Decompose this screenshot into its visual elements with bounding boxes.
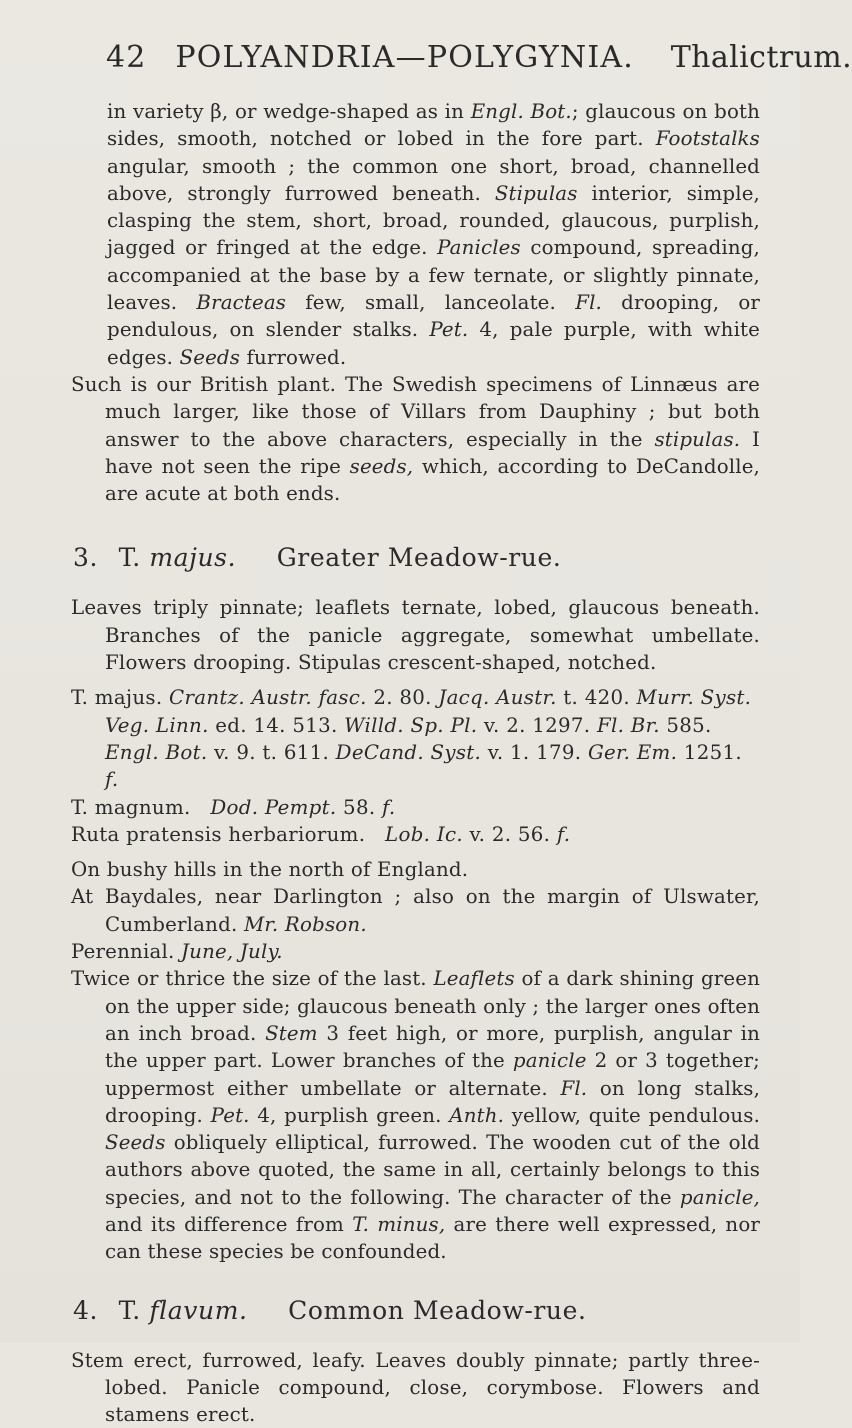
species-description xyxy=(71,965,760,1265)
species-heading-flavum xyxy=(73,1296,760,1325)
remark-paragraph xyxy=(71,371,760,507)
term-fl: Fl. xyxy=(560,1076,588,1100)
text-run: At Baydales, near Darlington ; also on the margin of Ulswater, Cumberland. xyxy=(71,885,760,936)
text-run: I have not seen the ripe xyxy=(105,427,760,478)
text-run: ; glaucous on both sides, smooth, notched or lobed in the fore part. xyxy=(107,100,760,151)
term-panicles: Panicles xyxy=(437,236,521,260)
term-seeds: Seeds xyxy=(105,1131,166,1155)
text-run: ed. 14. 513. xyxy=(208,713,345,737)
species-epithet: majus. xyxy=(149,543,237,573)
term-panicle: panicle, xyxy=(679,1185,760,1209)
citation: Fl. Br. xyxy=(596,713,660,737)
citation: Jacq. Austr. xyxy=(438,686,557,710)
synonymy-2 xyxy=(71,794,760,821)
text-run: v. 1. 179. xyxy=(481,740,588,764)
citation: Dod. Pempt. xyxy=(210,795,337,819)
header-title: POLYANDRIA—POLYGYNIA. xyxy=(175,40,634,75)
citation: f. xyxy=(105,768,119,792)
term-stem: Stem xyxy=(265,1021,318,1045)
species-diagnosis: Leaves triply pinnate; leaflets ternate, lobed, glaucous beneath. Branches of the panicle aggregate, somewhat umbellate. Flowers drooping. Stipulas crescent-shaped, notched. xyxy=(71,596,760,675)
text-run: v. 2. 1297. xyxy=(477,713,597,737)
text-run: 2 or 3 together; uppermost either umbellate or alternate. xyxy=(105,1049,760,1100)
term-pet: Pet. xyxy=(429,318,469,342)
continued-description xyxy=(71,98,760,371)
citation: Lob. Ic. xyxy=(385,822,463,846)
term-seeds: seeds, xyxy=(349,454,414,478)
term-fl: Fl. xyxy=(575,291,602,315)
text-run: 2. 80. xyxy=(366,686,439,710)
text-run: are there well expressed, nor can these species be confounded. xyxy=(105,1212,760,1264)
text-run xyxy=(149,714,156,737)
text-run: which, according to DeCandolle, are acute at both ends. xyxy=(105,454,760,506)
text-run: v. 9. t. 611. xyxy=(207,740,336,764)
species-epithet: flavum. xyxy=(149,1295,248,1325)
text-run: few, small, lanceolate. xyxy=(286,291,576,315)
term-seeds: Seeds xyxy=(179,345,241,369)
text-run: obliquely elliptical, furrowed. The wooden cut of the old authors above quoted, the same in all, certainly belongs to this species, and not to the following. The character of the xyxy=(105,1131,760,1209)
species-reference: T. minus, xyxy=(352,1212,446,1236)
synonymy-1 xyxy=(71,684,760,793)
page-number: 42 xyxy=(106,40,147,75)
text-run: 1251. xyxy=(677,740,742,764)
synonym-name: Ruta pratensis herbariorum. xyxy=(71,822,366,846)
species-scientific-name xyxy=(119,543,237,572)
species-common-name: Greater Meadow-rue. xyxy=(276,543,562,573)
species-heading-majus xyxy=(73,543,760,572)
flowering-time: June, July. xyxy=(181,940,283,964)
citation: DeCand. Syst. xyxy=(335,740,482,764)
duration xyxy=(71,938,760,965)
term-anth: Anth. xyxy=(449,1103,505,1127)
text-run: 585. xyxy=(659,713,712,737)
term-panicle: panicle xyxy=(512,1049,587,1073)
synonym-name: T. majus. xyxy=(71,686,163,710)
genus-initial: T. xyxy=(118,543,141,573)
text-run: Twice or thrice the size of the last. xyxy=(71,967,434,991)
text-run: drooping, or pendulous, on slender stalks. xyxy=(107,291,761,342)
citation: f. xyxy=(382,795,396,819)
text-run: 4, pale purple, with white edges. xyxy=(107,318,761,369)
text-run: 4, purplish green. xyxy=(249,1103,450,1127)
synonymy-3 xyxy=(71,821,760,848)
text-run: of a dark shining green on the upper side; glaucous beneath only ; the larger ones often an inch broad. xyxy=(105,967,761,1045)
term-footstalks: Footstalks xyxy=(655,127,760,151)
text-run: 3 feet high, or more, purplish, angular in the upper part. Lower branches of the xyxy=(105,1021,760,1073)
text-run: t. 420. xyxy=(556,686,637,710)
citation: Crantz. Austr. fasc. xyxy=(169,686,367,710)
reference-engl-bot: Engl. Bot. xyxy=(470,100,572,123)
text-run: Perennial. xyxy=(71,940,181,964)
collector-name: Mr. Robson. xyxy=(243,912,367,936)
citation: Engl. Bot. xyxy=(105,740,208,764)
citation: Linn. xyxy=(155,713,209,737)
text-run: interior, simple, clasping the stem, short, broad, rounded, glaucous, purplish, jagged or fringed at the edge. xyxy=(107,181,760,260)
species-diagnosis: Stem erect, furrowed, leafy. Leaves doubly pinnate; partly three-lobed. Panicle compound, close, corymbose. Flowers and stamens erect. xyxy=(71,1348,760,1427)
text-run: on long stalks, drooping. xyxy=(105,1076,761,1127)
citation: Willd. Sp. Pl. xyxy=(344,713,478,737)
text-run: v. 2. 56. xyxy=(462,822,557,846)
species-number: 4. xyxy=(73,1295,99,1325)
species-common-name: Common Meadow-rue. xyxy=(288,1295,587,1325)
term-bracteas: Bracteas xyxy=(196,291,287,315)
citation: Murr. Syst. Veg. xyxy=(105,686,752,737)
text-run: in variety β, or wedge-shaped as in xyxy=(107,100,471,123)
header-genus: Thalictrum. xyxy=(670,40,852,75)
running-header xyxy=(106,40,852,80)
term-leaflets: Leaflets xyxy=(433,967,515,991)
text-run: and its difference from xyxy=(105,1212,353,1236)
text-run: compound, spreading, accompanied at the base by a few ternate, or slightly pinnate, leaves. xyxy=(107,236,760,315)
habitat-1: On bushy hills in the north of England. xyxy=(71,858,469,882)
text-run: angular, smooth ; the common one short, broad, channelled above, strongly furrowed beneath. xyxy=(107,154,760,205)
term-pet: Pet. xyxy=(210,1103,250,1127)
species-scientific-name xyxy=(119,1296,248,1325)
citation: Ger. Em. xyxy=(587,740,678,764)
text-run: Such is our British plant. The Swedish specimens of Linnæus are much larger, like those of Villars from Dauphiny ; but both answer to the above characters, especially in the xyxy=(71,372,760,451)
citation: f. xyxy=(556,822,571,846)
term-stipulas: Stipulas xyxy=(494,181,578,205)
species-number: 3. xyxy=(73,543,99,573)
term-stipulas: stipulas. xyxy=(654,427,741,451)
text-run: yellow, quite pendulous. xyxy=(504,1103,761,1127)
text-run: furrowed. xyxy=(240,345,347,369)
genus-initial: T. xyxy=(118,1295,141,1325)
synonym-name: T. magnum. xyxy=(71,795,191,819)
text-run: 58. xyxy=(336,795,383,819)
habitat-2 xyxy=(71,883,760,938)
